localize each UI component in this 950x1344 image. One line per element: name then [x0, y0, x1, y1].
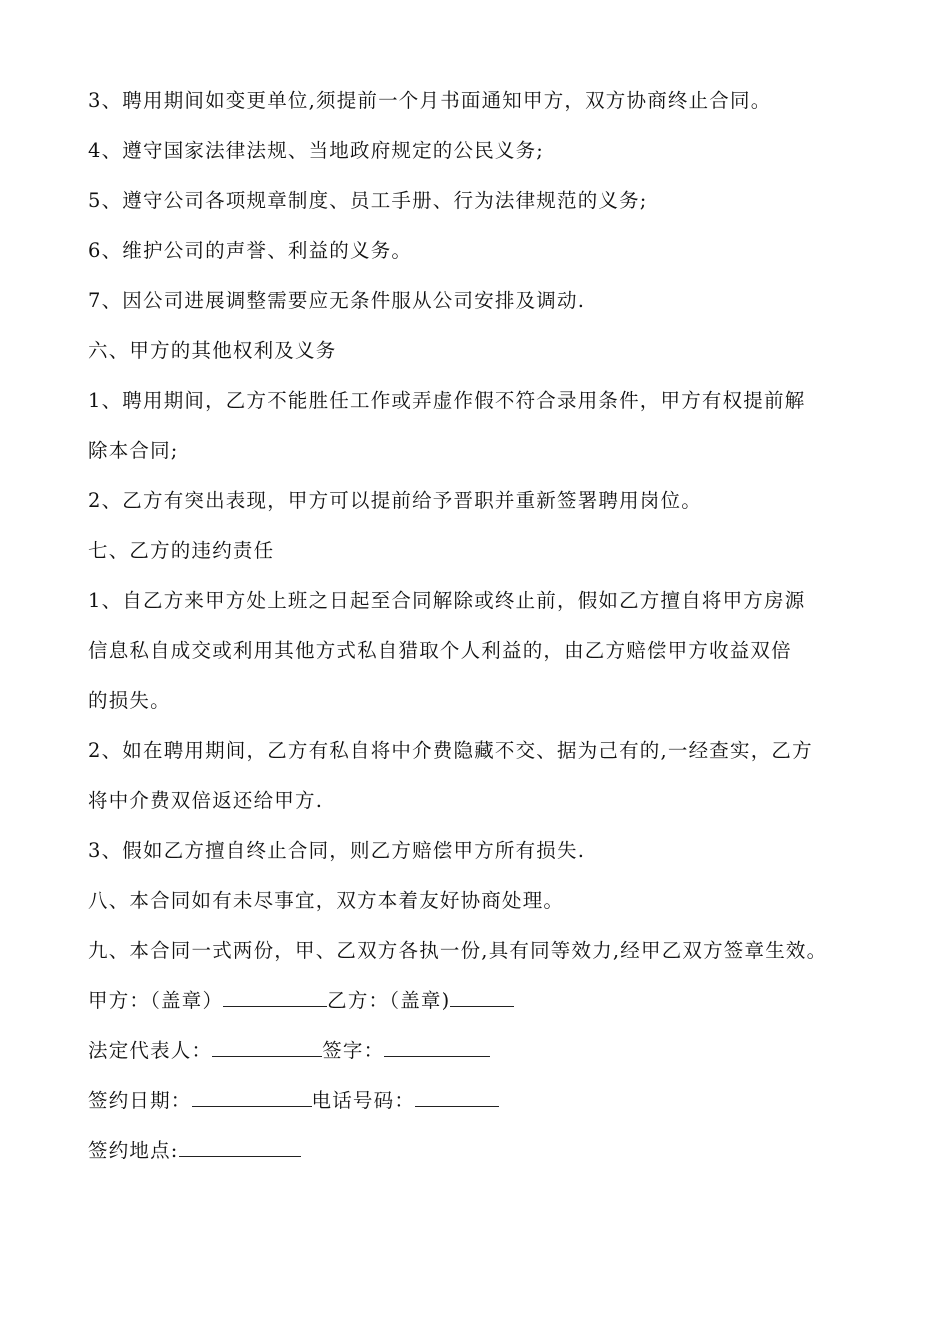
section-6-heading: 六、甲方的其他权利及义务 [88, 339, 337, 362]
clause-5-7: 7、因公司进展调整需要应无条件服从公司安排及调动. [88, 289, 586, 312]
legal-rep-label: 法定代表人： [88, 1039, 213, 1062]
sign-date-blank[interactable] [192, 1088, 312, 1107]
section-9: 九、本合同一式两份，甲、乙双方各执一份,具有同等效力,经甲乙双方签章生效。 [88, 939, 828, 962]
phone-label: 电话号码： [311, 1089, 416, 1112]
clause-7-1-line-3: 的损失。 [88, 689, 171, 712]
signature-row-parties [88, 988, 878, 1013]
sign-place-blank[interactable] [179, 1138, 301, 1157]
section-8: 八、本合同如有未尽事宜，双方本着友好协商处理。 [88, 889, 565, 912]
clause-5-3: 3、聘用期间如变更单位,须提前一个月书面通知甲方，双方协商终止合同。 [88, 89, 772, 112]
sign-date-label: 签约日期： [88, 1089, 192, 1112]
clause-7-3: 3、假如乙方擅自终止合同，则乙方赔偿甲方所有损失. [88, 839, 586, 862]
contract-page [88, 88, 878, 1188]
signature-row-place [88, 1138, 878, 1163]
clause-7-2-line-2: 将中介费双倍返还给甲方. [88, 789, 324, 812]
clause-7-1-line-2: 信息私自成交或利用其他方式私自猎取个人利益的，由乙方赔偿甲方收益双倍 [88, 639, 792, 662]
clause-7-2-line-1: 2、如在聘用期间，乙方有私自将中介费隐藏不交、据为己有的,一经查实，乙方 [88, 739, 813, 762]
signature-row-representative [88, 1038, 878, 1063]
phone-blank[interactable] [415, 1088, 499, 1107]
clause-7-1-line-1: 1、自乙方来甲方处上班之日起至合同解除或终止前，假如乙方擅自将甲方房源 [88, 589, 806, 612]
section-7-heading: 七、乙方的违约责任 [88, 539, 275, 562]
party-a-label: 甲方：（盖章） [88, 989, 224, 1012]
sign-place-label: 签约地点: [88, 1139, 179, 1162]
signature-row-date-phone [88, 1088, 878, 1113]
sign-blank[interactable] [384, 1038, 490, 1057]
sign-label: 签字： [322, 1039, 385, 1062]
legal-rep-blank[interactable] [212, 1038, 322, 1057]
clause-6-1-line-1: 1、聘用期间，乙方不能胜任工作或弄虚作假不符合录用条件，甲方有权提前解 [88, 389, 806, 412]
clause-6-2: 2、乙方有突出表现，甲方可以提前给予晋职并重新签署聘用岗位。 [88, 489, 702, 512]
clause-6-1-line-2: 除本合同; [88, 439, 179, 462]
clause-5-4: 4、遵守国家法律法规、当地政府规定的公民义务; [88, 139, 545, 162]
party-a-blank[interactable] [223, 988, 327, 1007]
clause-5-5: 5、遵守公司各项规章制度、员工手册、行为法律规范的义务; [88, 189, 648, 212]
party-b-blank[interactable] [450, 988, 514, 1007]
clause-5-6: 6、维护公司的声誉、利益的义务。 [88, 239, 413, 262]
party-b-label: 乙方：（盖章) [327, 989, 451, 1012]
